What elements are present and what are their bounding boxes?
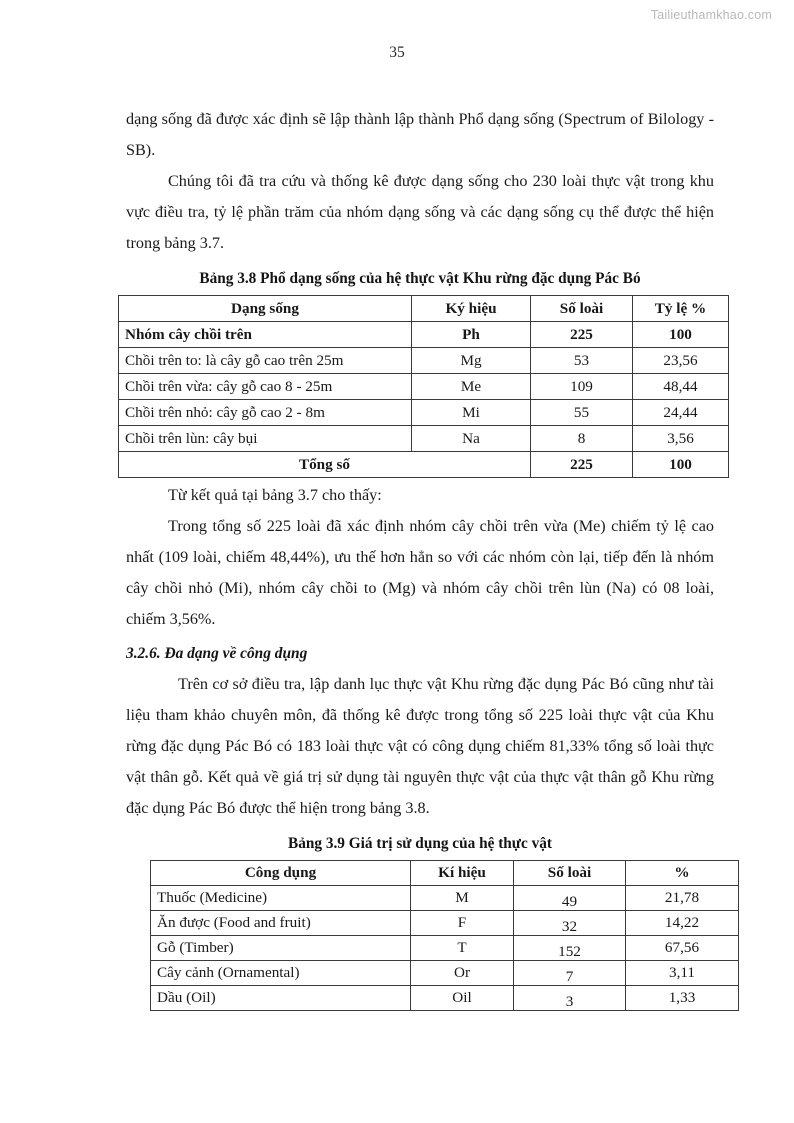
table-row [119, 374, 729, 400]
table-39-cell-symbol: M [411, 886, 514, 911]
table-38-header-cell: Dạng sống [119, 296, 412, 322]
table-39-header-cell: Số loài [514, 861, 626, 886]
table-38-total-label: Tổng số [119, 452, 531, 478]
table-39-wrapper [150, 860, 714, 1011]
table-39-cell-percent: 14,22 [626, 911, 739, 936]
table-38-total-percent: 100 [633, 452, 729, 478]
table-39-cell-count [514, 961, 626, 986]
table-38-cell-name: Nhóm cây chồi trên [119, 322, 412, 348]
table-38-cell-percent: 100 [633, 322, 729, 348]
table-39-cell-percent: 1,33 [626, 986, 739, 1011]
table-39-header-cell: % [626, 861, 739, 886]
table-38-header-cell: Tỷ lệ % [633, 296, 729, 322]
table-38-cell-name: Chồi trên to: là cây gỗ cao trên 25m [119, 348, 412, 374]
table-38-cell-count: 225 [531, 322, 633, 348]
table-39-cell-name: Cây cảnh (Ornamental) [151, 961, 411, 986]
table-39-count-value: 7 [565, 968, 574, 985]
page-content [126, 104, 714, 1011]
table-row [119, 322, 729, 348]
table-38-cell-percent: 3,56 [633, 426, 729, 452]
paragraph-5: Trên cơ sở điều tra, lập danh lục thực vật Khu rừng đặc dụng Pác Bó cũng như tài liệu tham khảo chuyên môn, đã thống kê được trong tổng số 225 loài thực vật của Khu rừng đặc dụng Pác Bó có 183 loài thực vật có công dụng chiếm 81,33% tổng số loài thực vật thân gỗ. Kết quả về giá trị sử dụng tài nguyên thực vật của thực vật thân gỗ Khu rừng đặc dụng Pác Bó được thể hiện trong bảng 3.8. [126, 675, 714, 817]
table-39-count-value: 3 [565, 993, 574, 1010]
table-38-total-count: 225 [531, 452, 633, 478]
table-38-cell-count: 55 [531, 400, 633, 426]
table-38-cell-percent: 48,44 [633, 374, 729, 400]
paragraph-2: Chúng tôi đã tra cứu và thống kê được dạng sống cho 230 loài thực vật trong khu vực điều tra, tỷ lệ phần trăm của nhóm dạng sống và các dạng sống cụ thể được thể hiện trong bảng 3.7. [126, 172, 714, 252]
table-38 [118, 295, 729, 478]
table-row [151, 911, 739, 936]
table-39-header-cell: Kí hiệu [411, 861, 514, 886]
table-39-cell-count [514, 886, 626, 911]
table-38-header-row [119, 296, 729, 322]
paragraph-3: Từ kết quả tại bảng 3.7 cho thấy: [168, 486, 382, 504]
table-38-cell-percent: 23,56 [633, 348, 729, 374]
table-38-caption: Bảng 3.8 Phổ dạng sống của hệ thực vật Khu rừng đặc dụng Pác Bó [199, 270, 641, 287]
table-38-cell-percent: 24,44 [633, 400, 729, 426]
page-number: 35 [389, 44, 405, 61]
table-38-cell-count: 109 [531, 374, 633, 400]
table-38-cell-name: Chồi trên lùn: cây bụi [119, 426, 412, 452]
table-38-cell-count: 8 [531, 426, 633, 452]
table-38-cell-symbol: Na [412, 426, 531, 452]
table-39-cell-count [514, 911, 626, 936]
table-row [151, 961, 739, 986]
table-39-cell-percent: 67,56 [626, 936, 739, 961]
table-38-cell-count: 53 [531, 348, 633, 374]
table-38-wrapper [118, 295, 714, 478]
table-39-cell-symbol: T [411, 936, 514, 961]
table-38-cell-symbol: Mg [412, 348, 531, 374]
table-39-cell-symbol: Or [411, 961, 514, 986]
table-39-cell-percent: 3,11 [626, 961, 739, 986]
table-38-cell-symbol: Mi [412, 400, 531, 426]
table-38-header-cell: Ký hiệu [412, 296, 531, 322]
table-row [151, 986, 739, 1011]
table-39-cell-percent: 21,78 [626, 886, 739, 911]
table-39-cell-symbol: F [411, 911, 514, 936]
table-39-cell-name: Ăn được (Food and fruit) [151, 911, 411, 936]
table-39-count-value: 49 [561, 893, 578, 910]
table-39 [150, 860, 739, 1011]
table-row [119, 400, 729, 426]
table-38-header-cell: Số loài [531, 296, 633, 322]
table-39-header-row [151, 861, 739, 886]
table-39-cell-name: Gỗ (Timber) [151, 936, 411, 961]
table-row [151, 886, 739, 911]
table-39-cell-symbol: Oil [411, 986, 514, 1011]
table-row [151, 936, 739, 961]
table-row [119, 348, 729, 374]
paragraph-1: dạng sống đã được xác định sẽ lập thành lập thành Phổ dạng sống (Spectrum of Bilology - SB). [126, 110, 714, 159]
table-39-cell-count [514, 986, 626, 1011]
table-row [119, 426, 729, 452]
table-38-cell-name: Chồi trên nhỏ: cây gỗ cao 2 - 8m [119, 400, 412, 426]
site-watermark: Tailieuthamkhao.com [650, 8, 772, 22]
paragraph-4: Trong tổng số 225 loài đã xác định nhóm cây chồi trên vừa (Me) chiếm tỷ lệ cao nhất (109 loài, chiếm 48,44%), ưu thế hơn hẳn so với các nhóm còn lại, tiếp đến là nhóm cây chồi nhỏ (Mi), nhóm cây chồi to (Mg) và nhóm cây chồi trên lùn (Na) có 08 loài, chiếm 3,56%. [126, 517, 714, 628]
table-39-caption: Bảng 3.9 Giá trị sử dụng của hệ thực vật [288, 835, 552, 852]
table-39-cell-count [514, 936, 626, 961]
table-38-cell-symbol: Me [412, 374, 531, 400]
table-39-cell-name: Dầu (Oil) [151, 986, 411, 1011]
table-38-cell-symbol: Ph [412, 322, 531, 348]
table-39-count-value: 152 [558, 943, 581, 960]
table-39-count-value: 32 [561, 918, 578, 935]
table-38-total-row [119, 452, 729, 478]
table-39-header-cell: Công dụng [151, 861, 411, 886]
table-38-cell-name: Chồi trên vừa: cây gỗ cao 8 - 25m [119, 374, 412, 400]
table-39-cell-name: Thuốc (Medicine) [151, 886, 411, 911]
section-heading-326: 3.2.6. Đa dạng về công dụng [126, 645, 308, 662]
